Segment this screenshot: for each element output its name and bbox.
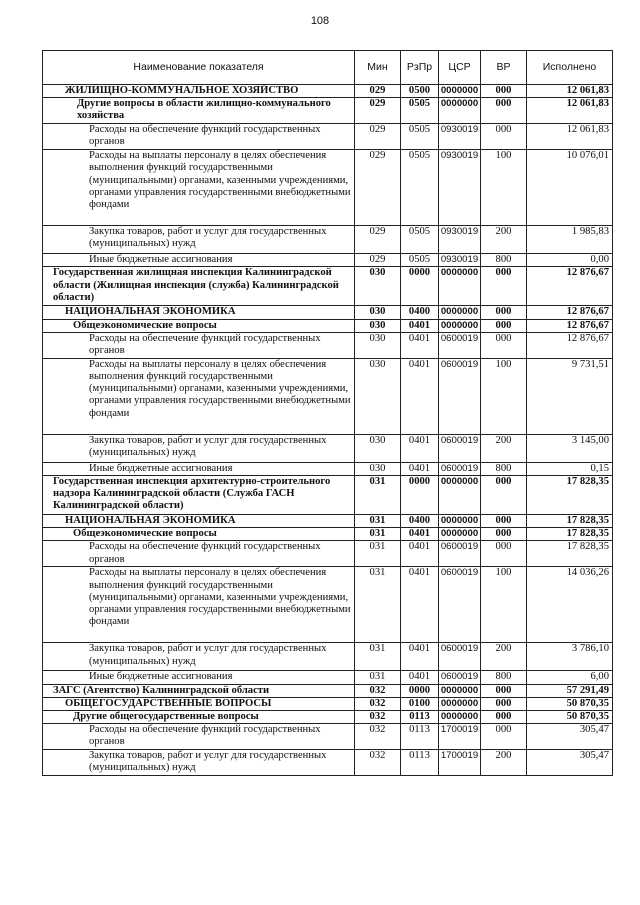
row-name: Общеэкономические вопросы — [43, 528, 355, 541]
row-csr: 0600019 — [439, 462, 481, 475]
row-vr: 000 — [481, 515, 527, 528]
row-vr: 000 — [481, 711, 527, 724]
row-rzpr: 0100 — [401, 697, 439, 710]
row-rzpr: 0505 — [401, 226, 439, 254]
row-csr: 0000000 — [439, 697, 481, 710]
row-vr: 200 — [481, 226, 527, 254]
row-amount: 14 036,26 — [527, 567, 613, 643]
row-csr: 0930019 — [439, 226, 481, 254]
row-amount: 17 828,35 — [527, 515, 613, 528]
row-csr: 0600019 — [439, 332, 481, 358]
table-row — [43, 124, 613, 150]
row-csr: 0000000 — [439, 684, 481, 697]
table-row — [43, 476, 613, 515]
row-csr: 0600019 — [439, 541, 481, 567]
row-min: 031 — [355, 541, 401, 567]
row-vr: 800 — [481, 462, 527, 475]
row-min: 029 — [355, 124, 401, 150]
row-name: Иные бюджетные ассигнования — [43, 671, 355, 684]
row-csr: 0000000 — [439, 98, 481, 124]
row-vr: 000 — [481, 319, 527, 332]
table-row — [43, 267, 613, 306]
row-vr: 000 — [481, 124, 527, 150]
row-min: 029 — [355, 226, 401, 254]
row-amount: 12 061,83 — [527, 85, 613, 98]
table-header-row — [43, 51, 613, 85]
table-row — [43, 319, 613, 332]
row-vr: 100 — [481, 358, 527, 434]
header-vr: ВР — [481, 51, 527, 85]
row-amount: 17 828,35 — [527, 476, 613, 515]
row-amount: 50 870,35 — [527, 697, 613, 710]
table-row — [43, 528, 613, 541]
row-rzpr: 0505 — [401, 150, 439, 226]
row-amount: 12 061,83 — [527, 124, 613, 150]
row-vr: 000 — [481, 697, 527, 710]
table-row — [43, 567, 613, 643]
header-rzpr: РзПр — [401, 51, 439, 85]
row-min: 032 — [355, 724, 401, 750]
row-rzpr: 0401 — [401, 332, 439, 358]
row-min: 029 — [355, 85, 401, 98]
row-min: 030 — [355, 434, 401, 462]
row-csr: 1700019 — [439, 750, 481, 776]
row-csr: 0600019 — [439, 434, 481, 462]
row-vr: 000 — [481, 724, 527, 750]
row-min: 031 — [355, 643, 401, 671]
row-name: Общеэкономические вопросы — [43, 319, 355, 332]
row-amount: 305,47 — [527, 750, 613, 776]
table-row — [43, 254, 613, 267]
table-row — [43, 462, 613, 475]
table-row — [43, 98, 613, 124]
row-name: ЗАГС (Агентство) Калининградской области — [43, 684, 355, 697]
row-rzpr: 0401 — [401, 358, 439, 434]
table-row — [43, 85, 613, 98]
row-amount: 50 870,35 — [527, 711, 613, 724]
row-rzpr: 0400 — [401, 306, 439, 319]
row-name: Закупка товаров, работ и услуг для государственных (муниципальных) нужд — [43, 643, 355, 671]
row-amount: 12 876,67 — [527, 332, 613, 358]
row-rzpr: 0400 — [401, 515, 439, 528]
row-name: Иные бюджетные ассигнования — [43, 254, 355, 267]
table-row — [43, 724, 613, 750]
row-name: ОБЩЕГОСУДАРСТВЕННЫЕ ВОПРОСЫ — [43, 697, 355, 710]
row-amount: 12 876,67 — [527, 306, 613, 319]
row-min: 031 — [355, 528, 401, 541]
row-csr: 0000000 — [439, 319, 481, 332]
header-name: Наименование показателя — [43, 51, 355, 85]
header-done: Исполнено — [527, 51, 613, 85]
row-vr: 000 — [481, 85, 527, 98]
row-amount: 12 876,67 — [527, 267, 613, 306]
row-min: 029 — [355, 150, 401, 226]
row-rzpr: 0500 — [401, 85, 439, 98]
row-name: Другие вопросы в области жилищно-коммунального хозяйства — [43, 98, 355, 124]
row-rzpr: 0113 — [401, 711, 439, 724]
row-name: Другие общегосударственные вопросы — [43, 711, 355, 724]
row-amount: 1 985,83 — [527, 226, 613, 254]
row-vr: 200 — [481, 750, 527, 776]
table-row — [43, 697, 613, 710]
row-vr: 000 — [481, 476, 527, 515]
row-min: 032 — [355, 711, 401, 724]
row-csr: 0000000 — [439, 476, 481, 515]
row-min: 031 — [355, 567, 401, 643]
row-rzpr: 0401 — [401, 541, 439, 567]
row-name: Государственная жилищная инспекция Калининградской области (Жилищная инспекция (служба) Калининградской области) — [43, 267, 355, 306]
row-name: НАЦИОНАЛЬНАЯ ЭКОНОМИКА — [43, 515, 355, 528]
row-rzpr: 0000 — [401, 267, 439, 306]
row-vr: 000 — [481, 528, 527, 541]
table-row — [43, 358, 613, 434]
row-rzpr: 0000 — [401, 684, 439, 697]
table-row — [43, 332, 613, 358]
header-csr: ЦСР — [439, 51, 481, 85]
row-rzpr: 0113 — [401, 750, 439, 776]
row-vr: 000 — [481, 541, 527, 567]
row-csr: 0600019 — [439, 643, 481, 671]
row-name: Расходы на обеспечение функций государственных органов — [43, 724, 355, 750]
row-amount: 0,00 — [527, 254, 613, 267]
row-csr: 0000000 — [439, 85, 481, 98]
row-csr: 0930019 — [439, 124, 481, 150]
table-row — [43, 226, 613, 254]
row-min: 030 — [355, 267, 401, 306]
table-row — [43, 711, 613, 724]
row-min: 030 — [355, 332, 401, 358]
row-amount: 3 145,00 — [527, 434, 613, 462]
page-number: 108 — [310, 15, 330, 27]
row-csr: 0000000 — [439, 711, 481, 724]
row-csr: 0600019 — [439, 358, 481, 434]
row-min: 032 — [355, 684, 401, 697]
row-name: Расходы на выплаты персоналу в целях обеспечения выполнения функций государственными (муниципальными) органами, казенными учреждениями, органами управления государственными внебюджетными фондами — [43, 358, 355, 434]
row-rzpr: 0401 — [401, 528, 439, 541]
header-min: Мин — [355, 51, 401, 85]
table-row — [43, 750, 613, 776]
table-row — [43, 541, 613, 567]
row-rzpr: 0401 — [401, 462, 439, 475]
row-min: 030 — [355, 358, 401, 434]
table-row — [43, 515, 613, 528]
row-csr: 0000000 — [439, 515, 481, 528]
row-amount: 12 876,67 — [527, 319, 613, 332]
row-vr: 200 — [481, 643, 527, 671]
row-rzpr: 0401 — [401, 671, 439, 684]
row-amount: 3 786,10 — [527, 643, 613, 671]
row-amount: 6,00 — [527, 671, 613, 684]
row-amount: 57 291,49 — [527, 684, 613, 697]
row-vr: 000 — [481, 98, 527, 124]
row-amount: 9 731,51 — [527, 358, 613, 434]
row-csr: 0930019 — [439, 254, 481, 267]
row-vr: 100 — [481, 567, 527, 643]
row-csr: 0930019 — [439, 150, 481, 226]
row-name: Иные бюджетные ассигнования — [43, 462, 355, 475]
row-rzpr: 0505 — [401, 254, 439, 267]
row-csr: 0000000 — [439, 528, 481, 541]
row-rzpr: 0505 — [401, 124, 439, 150]
row-amount: 10 076,01 — [527, 150, 613, 226]
row-rzpr: 0113 — [401, 724, 439, 750]
row-rzpr: 0401 — [401, 434, 439, 462]
row-min: 030 — [355, 319, 401, 332]
row-csr: 0000000 — [439, 267, 481, 306]
table-row — [43, 150, 613, 226]
table-row — [43, 643, 613, 671]
row-vr: 800 — [481, 254, 527, 267]
row-min: 031 — [355, 515, 401, 528]
row-name: Расходы на выплаты персоналу в целях обеспечения выполнения функций государственными (муниципальными) органами, казенными учреждениями, органами управления государственными внебюджетными фондами — [43, 150, 355, 226]
row-csr: 1700019 — [439, 724, 481, 750]
row-min: 031 — [355, 476, 401, 515]
row-vr: 000 — [481, 332, 527, 358]
budget-table — [42, 50, 613, 776]
row-rzpr: 0401 — [401, 643, 439, 671]
row-vr: 000 — [481, 684, 527, 697]
row-vr: 000 — [481, 306, 527, 319]
row-rzpr: 0401 — [401, 567, 439, 643]
table-row — [43, 306, 613, 319]
row-min: 031 — [355, 671, 401, 684]
row-name: Расходы на обеспечение функций государственных органов — [43, 541, 355, 567]
row-amount: 12 061,83 — [527, 98, 613, 124]
row-name: Закупка товаров, работ и услуг для государственных (муниципальных) нужд — [43, 226, 355, 254]
row-name: НАЦИОНАЛЬНАЯ ЭКОНОМИКА — [43, 306, 355, 319]
row-vr: 800 — [481, 671, 527, 684]
table-row — [43, 434, 613, 462]
row-name: Государственная инспекция архитектурно-строительного надзора Калининградской области (Служба ГАСН Калининградской области) — [43, 476, 355, 515]
row-amount: 17 828,35 — [527, 528, 613, 541]
row-csr: 0000000 — [439, 306, 481, 319]
row-name: ЖИЛИЩНО-КОММУНАЛЬНОЕ ХОЗЯЙСТВО — [43, 85, 355, 98]
row-name: Расходы на выплаты персоналу в целях обеспечения выполнения функций государственными (муниципальными) органами, казенными учреждениями, органами управления государственными внебюджетными фондами — [43, 567, 355, 643]
row-amount: 305,47 — [527, 724, 613, 750]
row-vr: 200 — [481, 434, 527, 462]
row-vr: 100 — [481, 150, 527, 226]
row-name: Расходы на обеспечение функций государственных органов — [43, 332, 355, 358]
row-min: 030 — [355, 462, 401, 475]
row-min: 029 — [355, 254, 401, 267]
row-name: Закупка товаров, работ и услуг для государственных (муниципальных) нужд — [43, 434, 355, 462]
row-csr: 0600019 — [439, 671, 481, 684]
row-min: 030 — [355, 306, 401, 319]
table-row — [43, 671, 613, 684]
row-min: 029 — [355, 98, 401, 124]
row-rzpr: 0505 — [401, 98, 439, 124]
row-amount: 17 828,35 — [527, 541, 613, 567]
row-min: 032 — [355, 697, 401, 710]
row-csr: 0600019 — [439, 567, 481, 643]
row-name: Расходы на обеспечение функций государственных органов — [43, 124, 355, 150]
row-vr: 000 — [481, 267, 527, 306]
row-rzpr: 0401 — [401, 319, 439, 332]
row-amount: 0,15 — [527, 462, 613, 475]
row-name: Закупка товаров, работ и услуг для государственных (муниципальных) нужд — [43, 750, 355, 776]
row-rzpr: 0000 — [401, 476, 439, 515]
table-row — [43, 684, 613, 697]
row-min: 032 — [355, 750, 401, 776]
